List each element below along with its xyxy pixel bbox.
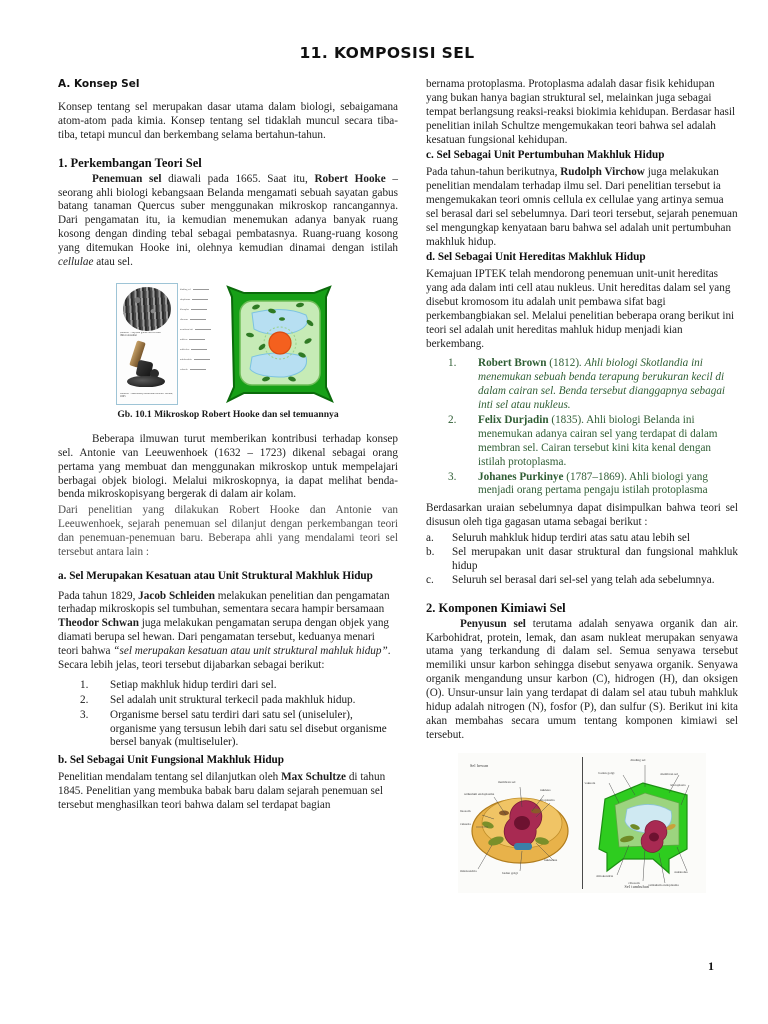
paragraph-rudolph-virchow — [426, 166, 738, 249]
scientist-desc: . Ahli biologi Skotlandia ini menemukan sebuah benda terapung berukuran kecil di dalam cairan sel. Benda tersebut dianggapnya sebagai inti sel atau nukleus. — [478, 357, 726, 412]
plant-nucleolus-3d — [649, 832, 659, 841]
heading-konsep-sel: A. Konsep Sel — [58, 78, 140, 90]
animal-label: nukleus — [540, 787, 551, 792]
list-gagasan-utama — [426, 532, 738, 588]
plant-label: ribosom — [628, 880, 640, 885]
animal-label: badan golgi — [502, 870, 518, 875]
plant-label: membran sel — [660, 771, 678, 776]
plant-cell-svg — [222, 283, 338, 405]
text-part-3: juga melakukan pengamatan serupa dengan objek yang diamati berupa sel hewan. Dari pengamatan tersebut, keduanya menari teori bahwa — [58, 617, 390, 658]
hooke-microscope-illustration — [121, 339, 173, 391]
golgi-body — [514, 843, 532, 850]
cell-label: nukleolus — [180, 349, 222, 351]
cell-label: ribosom — [180, 319, 222, 321]
text-part-2: juga melakukan penelitian mendalam terhadap ilmu sel. Dari penelitian tersebut ia mengemukakan teori omnis cellula ex cellulae yang artinya semua sel berasal dari sel sebelumnya. Dari teori tersebut, sejarah penemuan sel mengungkap kenyataan baru bahwa sel adalah unit pertumbuhan makhluk hidup. — [426, 166, 738, 248]
animal-label: membran sel — [498, 779, 516, 784]
paragraph-max-schultze — [58, 771, 398, 813]
heading-sub-b: b. Sel Sebagai Unit Fungsional Makhluk Hidup — [58, 754, 285, 767]
scientist-year: (1787–1869) — [566, 470, 625, 483]
list-scientists — [426, 357, 738, 498]
text-hooke-rest: diawali pada 1665. Saat itu, — [161, 172, 315, 185]
heading-sub-d: d. Sel Sebagai Unit Hereditas Makhluk Hidup — [426, 251, 646, 264]
left-column — [58, 78, 398, 815]
text-hooke-end: atau sel. — [93, 256, 133, 269]
vacuole — [531, 808, 541, 813]
list-item: Sel merupakan unit dasar struktural dan fungsional mahkluk hidup — [452, 546, 738, 572]
page-number: 1 — [708, 959, 714, 973]
lysosome — [499, 810, 509, 815]
text-part-1: Penelitian mendalam tentang sel dilanjutkan oleh — [58, 771, 282, 784]
animal-cell-panel — [458, 753, 582, 893]
paragraph-komponen-kimiawi — [426, 618, 738, 743]
list-item: Organisme bersel satu terdiri dari satu sel (uniseluler), organisme yang tersusun lebih dari satu sel disebut organisme bersel banyak (multiseluler). — [110, 708, 387, 749]
right-column — [426, 78, 738, 893]
scientist-name: Felix Durjadin — [478, 414, 549, 427]
cell-label: membran inti — [180, 329, 222, 331]
heading-sub-c: c. Sel Sebagai Unit Pertumbuhan Makhluk Hidup — [426, 149, 665, 162]
paragraph-schleiden-schwan — [58, 590, 398, 673]
paragraph-penemuan-sel — [58, 173, 398, 270]
cell-label: vakuola — [180, 369, 222, 371]
animal-label: sitoplasma — [540, 797, 555, 802]
plant-cell-panel — [583, 753, 707, 893]
term-cellulae: cellulae — [58, 256, 94, 269]
plant-label: vakuola — [584, 780, 596, 785]
page-title: 11. KOMPOSISI SEL — [299, 44, 475, 62]
scientist-desc: . Ahli biologi Belanda ini menemukan adanya cairan sel yang terdapat di dalam membran sel. Cairan tersebut kini kita kenal dengan istilah protoplasma. — [478, 414, 718, 468]
heading-perkembangan-teori-sel: 1. Perkembangan Teori Sel — [58, 155, 202, 170]
list-teori-struktural — [58, 679, 398, 750]
paragraph-leeuwenhoek: Beberapa ilmuwan turut memberikan kontribusi terhadap konsep sel. Antonie van Leeuwenhoek (1632 – 1723) dikenal sebagai orang pertama yang membuat dan menggunakan mikroskop untuk mempelajari berbagai objek biologi. Melalui mikroskopnya, ia dapat melihat benda-benda mikroskopisyang bergerak di dalam air kolam. — [58, 432, 398, 501]
cell-label: kloroplas — [180, 309, 222, 311]
lead-penemuan-sel: Penemuan sel — [92, 172, 162, 185]
animal-nucleolus — [514, 816, 530, 830]
animal-label: retikulum endoplasma — [464, 791, 495, 796]
list-item: Seluruh mahkluk hidup terdiri atas satu atau lebih sel — [452, 532, 690, 545]
text-komponen-body: terutama adalah senyawa organik dan air. Karbohidrat, protein, lemak, dan asam nukleat merupakan senyawa utama yang terkandung di dalam sel. Semua senyawa tersebut memiliki unsur karbon sehingga disebut senyawa organik. Senyawa organik mengandung unsur karbon (C), hidrogen (H), dan oksigen (O). Unsur-unsur lain yang terdapat di dalam sel atau tubuh mahkluk hidup adalah nitrogen (N), fosfor (P), dan sulfur (S). Berikut ini kita akan membahas secara umum tentang komponen kimiawi sel tersebut. — [426, 617, 738, 741]
text-hooke-tail: –seorang ahli biologi kebangsaan Belanda mengamati sebuah sayatan gabus batang tanaman Quercus suber menggunakan mikroskop rancangannya. Dari pengamatan itu, ia kemudian menemukan adanya banyak ruang kosong dengan dinding tebal sebagai pembatasnya. Ruang-ruang kosong yang ditemukan Hooke ini, olehnya kemudian dinamai dengan istilah — [58, 172, 398, 255]
list-item: Setiap makhluk hidup terdiri dari sel. — [110, 678, 277, 691]
name-rudolph-virchow: Rudolph Virchow — [560, 166, 645, 179]
paragraph-hereditas: Kemajuan IPTEK telah mendorong penemuan unit-unit hereditas yang ada dalam inti cell atau nukleus. Unit hereditas dalam sel yang disebut kromosom itu adalah unit pembawa sifat bagi perkembangbiakan sel. Melalui penelitian beberapa orang berikut ini teori sel adalah unit hereditas mahluk hidup menjadi kian berkembang. — [426, 268, 735, 350]
plant-label: dinding sel — [630, 757, 646, 762]
list-item — [426, 357, 738, 413]
paragraph-intro: Konsep tentang sel merupakan dasar utama dalam biologi, sebaigamana atom-atom pada kimia. Konsep tentang sel tidaklah muncul secara tiba-tiba, tetapi muncul dan berkembang selama bertahun-tahun. — [58, 101, 398, 141]
figure-1-caption: Gb. 10.1 Mikroskop Robert Hooke dan sel temuannya — [117, 408, 339, 420]
name-max-schultze: Max Schultze — [281, 771, 347, 784]
name-theodor-schwan: Theodor Schwan — [58, 617, 139, 630]
microscope-base — [127, 376, 165, 387]
animal-label: nukleolus — [544, 857, 558, 862]
animal-label: vakuola — [460, 821, 471, 826]
plant-label: kloroplasta — [670, 782, 686, 787]
heading-sub-a: a. Sel Merupakan Kesatuan atau Unit Struktural Makhluk Hidup — [58, 569, 373, 582]
text-part-2: melakukan penelitian dan pengamatan terhadap mikroskopis sel tumbuhan, sementara secara hampir bersamaan — [58, 589, 390, 616]
text-part-2: di tahun 1845. Penelitian yang membuka babak baru dalam sejarah penemuan sel tersebut menghasilkan teori bahwa dalam sel terdapat bagian — [58, 771, 386, 811]
animal-label: lisosom — [460, 808, 471, 813]
cell-label: nukleus — [180, 339, 222, 341]
figure-2-box — [458, 753, 706, 893]
paragraph-protoplasma: bernama protoplasma. Protoplasma adalah dasar fisik kehidupan yang bukan hanya bagian struktural sel, melainkan juga sebagai tempat berlangsung reaksi-reaksi biokimia kehidupan. Berdasar hasil penelitian inilah Schultze mengemukakan teori bahwa sel adalah kesatuan fungsional kehidupan. — [426, 78, 736, 146]
plant-label: nukleolus — [674, 869, 688, 874]
figure-1-inner — [116, 283, 340, 405]
scientist-desc: . Ahli biologi yang menjadi orang pertama pengaju istilah protoplasma — [478, 470, 708, 497]
name-jacob-schleiden: Jacob Schleiden — [138, 589, 215, 602]
name-robert-hooke: Robert Hooke — [314, 172, 386, 185]
micrograph-caption: Gambar : Sayatan gabus dari Hooke (Micrographia) — [120, 332, 161, 337]
cell-label: dinding sel — [180, 289, 222, 291]
upper-vacuole — [252, 309, 307, 334]
scientist-name: Johanes Purkinye — [478, 470, 564, 483]
plant-cell-diagram — [180, 283, 340, 405]
lead-penyusun-sel: Penyusun sel — [460, 617, 526, 630]
text-part-1: Pada tahun-tahun berikutnya, — [426, 166, 561, 179]
figure-cell-comparison — [426, 753, 738, 893]
plant-label: mitokondria — [596, 873, 614, 878]
microscope-caption: Gambar : Mikroskop sederhana Robert Hooke, 1665 — [120, 392, 173, 397]
cork-micrograph-image — [123, 287, 171, 331]
text-part-1: Pada tahun 1829, — [58, 589, 139, 602]
heading-komponen-kimiawi-sel: 2. Komponen Kimiawi Sel — [426, 600, 566, 615]
scientist-year: (1835) — [551, 414, 582, 427]
microscope-panel — [116, 283, 178, 405]
cell-label: mitokondria — [180, 359, 222, 361]
lower-vacuole — [250, 353, 307, 377]
paragraph-kesimpulan: Berdasarkan uraian sebelumnya dapat disimpulkan bahwa teori sel disusun oleh tiga gagasan utama sebagai berikut : — [426, 502, 738, 529]
scientist-name: Robert Brown — [478, 357, 547, 370]
plant-label: badan golgi — [598, 770, 615, 775]
paragraph-penelitian-lanjut: Dari penelitian yang dilakukan Robert Hooke dan Antonie van Leeuwenhoek, sejarah penemuan sel dilanjut dengan perkembangan teori dan penemuan-penemuan baru. Beberapa ahli yang mendalami teori sel tersebut antara lain : — [58, 504, 398, 559]
nucleus — [269, 332, 291, 354]
plant-label: retikulum endoplasma — [648, 882, 679, 887]
two-column-layout — [58, 78, 738, 893]
list-item — [426, 414, 738, 470]
scientist-year: (1812) — [549, 357, 580, 370]
figure-hooke-microscope — [58, 283, 398, 405]
text-part-4: . Secara lebih jelas, teori tersebut dijabarkan sebagai berikut: — [58, 645, 391, 672]
list-item: Seluruh sel berasal dari sel-sel yang telah ada sebelumnya. — [452, 573, 715, 586]
plant-cell-title: Sel tumbuhan — [624, 883, 650, 889]
list-item — [426, 471, 738, 499]
animal-label: mitokondria — [460, 868, 477, 873]
quote-sel-merupakan: “sel merupakan kesatuan atau unit struktural mahluk hidup” — [113, 645, 388, 658]
animal-cell-title: Sel hewan — [470, 762, 489, 768]
plant-cell-label-list — [180, 289, 222, 399]
list-item: Sel adalah unit struktural terkecil pada makhluk hidup. — [110, 693, 356, 706]
cell-label: sitoplasma — [180, 299, 222, 301]
